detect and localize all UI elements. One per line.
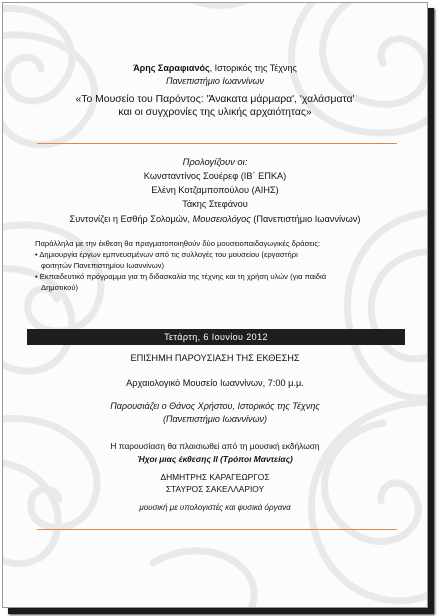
- music-instruments: μουσική με υπολογιστές και φυσικά όργανα: [139, 503, 291, 512]
- intro-heading: Προλογίζουν οι:: [182, 156, 248, 167]
- moderator-prefix: Συντονίζει η Εσθήρ Σολομών,: [69, 214, 193, 224]
- performer-2: ΣΤΑΥΡΟΣ ΣΑΚΕΛΛΑΡΙΟΥ: [165, 484, 265, 494]
- event-venue: Αρχαιολογικό Μουσείο Ιωαννίνων, 7:00 μ.μ.: [126, 378, 304, 388]
- divider-bottom: [37, 529, 397, 530]
- parallel-bullet-2-line-1: • Εκπαιδευτικό πρόγραμμα για τη διδασκαλία της τέχνης και τη χρήση υλών (για παιδιά: [35, 272, 327, 281]
- parallel-bullet-1-line-1: • Δημιουργία έργων εμπνευσμένων από τις συλλογές του μουσείου (εργαστήρι: [35, 250, 298, 259]
- poster-page: [2, 2, 428, 608]
- talk-title-line1: «Το Μουσείο του Παρόντος: 'Άνακατα μάρμαρα', 'χαλάσματα': [75, 94, 355, 105]
- divider-top: [37, 143, 397, 144]
- event-date: Τετάρτη, 6 Ιουνίου 2012: [164, 332, 268, 342]
- moderator-suffix: (Πανεπιστήμιο Ιωαννίνων): [250, 214, 361, 224]
- moderator-line: [3, 214, 427, 224]
- talk-title-line2: και οι συγχρονίες της υλικής αρχαιότητας»: [118, 107, 312, 118]
- parallel-bullet-1-line-2: φοιτητών Πανεπιστημίου Ιωαννίνων): [41, 261, 164, 270]
- performer-1: ΔΗΜΗΤΡΗΣ ΚΑΡΑΓΕΩΡΓΟΣ: [160, 472, 270, 482]
- intro-speaker-3: Τάκης Στεφάνου: [182, 199, 248, 209]
- event-date-band: [27, 329, 405, 345]
- intro-speaker-1: Κωνσταντίνος Σουέρεφ (ΙΒ΄ ΕΠΚΑ): [143, 171, 287, 181]
- parallel-lead: Παράλληλα με την έκθεση θα πραγματοποιηθούν δύο μουσειοπαιδαγωγικές δράσεις:: [35, 239, 321, 248]
- parallel-bullet-2-line-2: Δημοτικού): [41, 283, 79, 292]
- poster-content: [3, 3, 427, 607]
- speaker-university: Πανεπιστήμιο Ιωαννίνων: [165, 76, 264, 86]
- intro-speaker-2: Ελένη Κοτζαμποπούλου (ΑΙΗΣ): [151, 185, 279, 195]
- presenter-line-1: Παρουσιάζει ο Θάνος Χρήστου, Ιστορικός της Τέχνης: [110, 401, 320, 411]
- speaker-line: [3, 63, 427, 73]
- official-title: ΕΠΙΣΗΜΗ ΠΑΡΟΥΣΙΑΣΗ ΤΗΣ ΕΚΘΕΣΗΣ: [130, 353, 300, 363]
- music-intro: Η παρουσίαση θα πλαισιωθεί από τη μουσική εκδήλωση: [110, 441, 320, 451]
- music-title: Ήχοι μιας έκθεσης ΙΙ (Τρόποι Μαντείας): [137, 454, 293, 464]
- speaker-role: , Ιστορικός της Τέχνης: [209, 63, 297, 73]
- moderator-role: Μουσειολόγος: [192, 214, 251, 224]
- presenter-line-2: (Πανεπιστήμιο Ιωαννίνων): [162, 414, 267, 424]
- speaker-name: Άρης Σαραφιανός: [133, 63, 210, 73]
- parallel-activities: [35, 238, 401, 293]
